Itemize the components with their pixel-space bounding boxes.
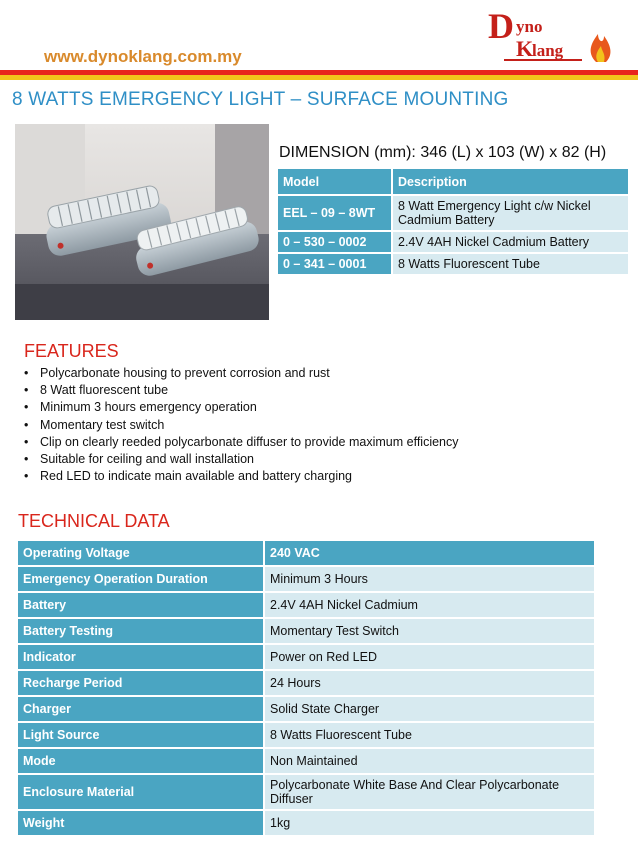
tech-value: Non Maintained bbox=[265, 749, 594, 773]
features-list bbox=[20, 365, 459, 485]
model-table-row bbox=[278, 232, 628, 252]
tech-value: 2.4V 4AH Nickel Cadmium bbox=[265, 593, 594, 617]
model-code: 0 – 530 – 0002 bbox=[278, 232, 391, 252]
tech-key: Charger bbox=[18, 697, 263, 721]
model-description: 8 Watt Emergency Light c/w Nickel Cadmium Battery bbox=[393, 196, 628, 230]
feature-item: • Momentary test switch bbox=[20, 417, 459, 434]
header-yellow-band bbox=[0, 75, 638, 80]
model-table bbox=[276, 167, 630, 276]
tech-row bbox=[18, 671, 594, 695]
tech-value: 8 Watts Fluorescent Tube bbox=[265, 723, 594, 747]
tech-value: 1kg bbox=[265, 811, 594, 835]
page-header bbox=[0, 0, 638, 86]
page-title: 8 WATTS EMERGENCY LIGHT – SURFACE MOUNTING bbox=[12, 89, 509, 110]
tech-key: Operating Voltage bbox=[18, 541, 263, 565]
model-table-header-row bbox=[278, 169, 628, 194]
model-description: 8 Watts Fluorescent Tube bbox=[393, 254, 628, 274]
svg-text:yno: yno bbox=[516, 17, 543, 36]
model-column-header: Model bbox=[278, 169, 391, 194]
tech-value: 24 Hours bbox=[265, 671, 594, 695]
tech-key: Battery Testing bbox=[18, 619, 263, 643]
tech-value: Power on Red LED bbox=[265, 645, 594, 669]
feature-item: • Suitable for ceiling and wall installation bbox=[20, 451, 459, 468]
feature-item: • Red LED to indicate main available and battery charging bbox=[20, 468, 459, 485]
tech-value: Solid State Charger bbox=[265, 697, 594, 721]
tech-row bbox=[18, 723, 594, 747]
tech-value: Momentary Test Switch bbox=[265, 619, 594, 643]
tech-value: Polycarbonate White Base And Clear Polycarbonate Diffuser bbox=[265, 775, 594, 809]
tech-key: Weight bbox=[18, 811, 263, 835]
model-table-row bbox=[278, 196, 628, 230]
tech-row bbox=[18, 567, 594, 591]
tech-key: Battery bbox=[18, 593, 263, 617]
emergency-light-product-photo bbox=[15, 124, 269, 320]
feature-item: • 8 Watt fluorescent tube bbox=[20, 382, 459, 399]
tech-key: Recharge Period bbox=[18, 671, 263, 695]
feature-item: • Clip on clearly reeded polycarbonate diffuser to provide maximum efficiency bbox=[20, 434, 459, 451]
model-code: EEL – 09 – 8WT bbox=[278, 196, 391, 230]
model-code: 0 – 341 – 0001 bbox=[278, 254, 391, 274]
feature-item: • Polycarbonate housing to prevent corrosion and rust bbox=[20, 365, 459, 382]
model-table-row bbox=[278, 254, 628, 274]
features-heading: FEATURES bbox=[24, 341, 119, 361]
dyno-klang-logo bbox=[486, 6, 626, 68]
tech-key: Indicator bbox=[18, 645, 263, 669]
tech-row bbox=[18, 697, 594, 721]
tech-key: Enclosure Material bbox=[18, 775, 263, 809]
tech-row bbox=[18, 593, 594, 617]
model-description: 2.4V 4AH Nickel Cadmium Battery bbox=[393, 232, 628, 252]
svg-text:D: D bbox=[488, 6, 514, 46]
svg-text:lang: lang bbox=[532, 41, 564, 60]
tech-row bbox=[18, 619, 594, 643]
tech-row bbox=[18, 645, 594, 669]
tech-row bbox=[18, 811, 594, 835]
feature-item: • Minimum 3 hours emergency operation bbox=[20, 399, 459, 416]
dimension-text: DIMENSION (mm): 346 (L) x 103 (W) x 82 (H) bbox=[279, 144, 607, 161]
description-column-header: Description bbox=[393, 169, 628, 194]
tech-key: Emergency Operation Duration bbox=[18, 567, 263, 591]
svg-text:K: K bbox=[516, 36, 534, 61]
tech-key: Mode bbox=[18, 749, 263, 773]
tech-key: Light Source bbox=[18, 723, 263, 747]
tech-row bbox=[18, 775, 594, 809]
tech-value: Minimum 3 Hours bbox=[265, 567, 594, 591]
technical-data-heading: TECHNICAL DATA bbox=[18, 511, 170, 531]
tech-row bbox=[18, 541, 594, 565]
tech-row bbox=[18, 749, 594, 773]
website-url[interactable]: www.dynoklang.com.my bbox=[44, 47, 242, 66]
technical-data-table bbox=[16, 539, 596, 837]
tech-value: 240 VAC bbox=[265, 541, 594, 565]
